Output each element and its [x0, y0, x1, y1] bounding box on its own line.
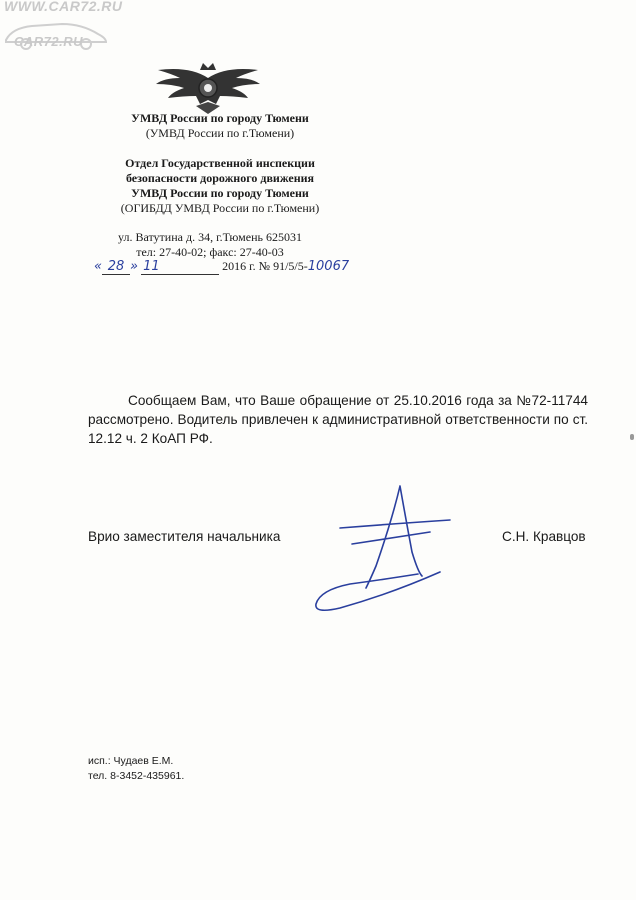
org-name: УМВД России по городу Тюмени: [131, 111, 309, 125]
scan-edge-mark: [630, 434, 634, 440]
phones: тел: 27-40-02; факс: 27-40-03: [136, 245, 284, 259]
address: ул. Ватутина д. 34, г.Тюмень 625031: [117, 230, 302, 244]
dept-line-2: безопасности дорожного движения: [125, 171, 315, 185]
reg-year: 2016 г. №: [222, 259, 271, 273]
signatory-name: С.Н. Кравцов: [502, 529, 586, 544]
watermark-logo: CAR72.RU: [14, 34, 84, 49]
quote-open: «: [94, 259, 103, 274]
reg-number-handwritten: 10067: [307, 259, 350, 274]
reg-number-prefix: 91/5/5-: [273, 259, 308, 273]
executor-name: исп.: Чудаев Е.М.: [88, 755, 174, 767]
quote-close: »: [130, 259, 139, 274]
org-short-name: (УМВД России по г.Тюмени): [145, 126, 295, 140]
reg-month: 11: [141, 259, 219, 275]
registration-line: [94, 259, 349, 275]
dept-short-name: (ОГИБДД УМВД России по г.Тюмени): [120, 201, 320, 215]
handwritten-signature: [300, 480, 480, 620]
dept-line-3: УМВД России по городу Тюмени: [131, 186, 309, 200]
double-headed-eagle-emblem: [150, 60, 266, 116]
dept-line-1: Отдел Государственной инспекции: [125, 156, 315, 170]
reg-day: 28: [102, 259, 130, 275]
watermark-url: WWW.CAR72.RU: [4, 0, 123, 14]
body-paragraph: Сообщаем Вам, что Ваше обращение от 25.10.2016 года за №72-11744 рассмотрено. Водитель привлечен к административной ответственности по ст. 12.12 ч. 2 КоАП РФ.: [88, 393, 588, 446]
executor-phone: тел. 8-3452-435961.: [88, 770, 185, 782]
signatory-position: Врио заместителя начальника: [88, 529, 281, 544]
